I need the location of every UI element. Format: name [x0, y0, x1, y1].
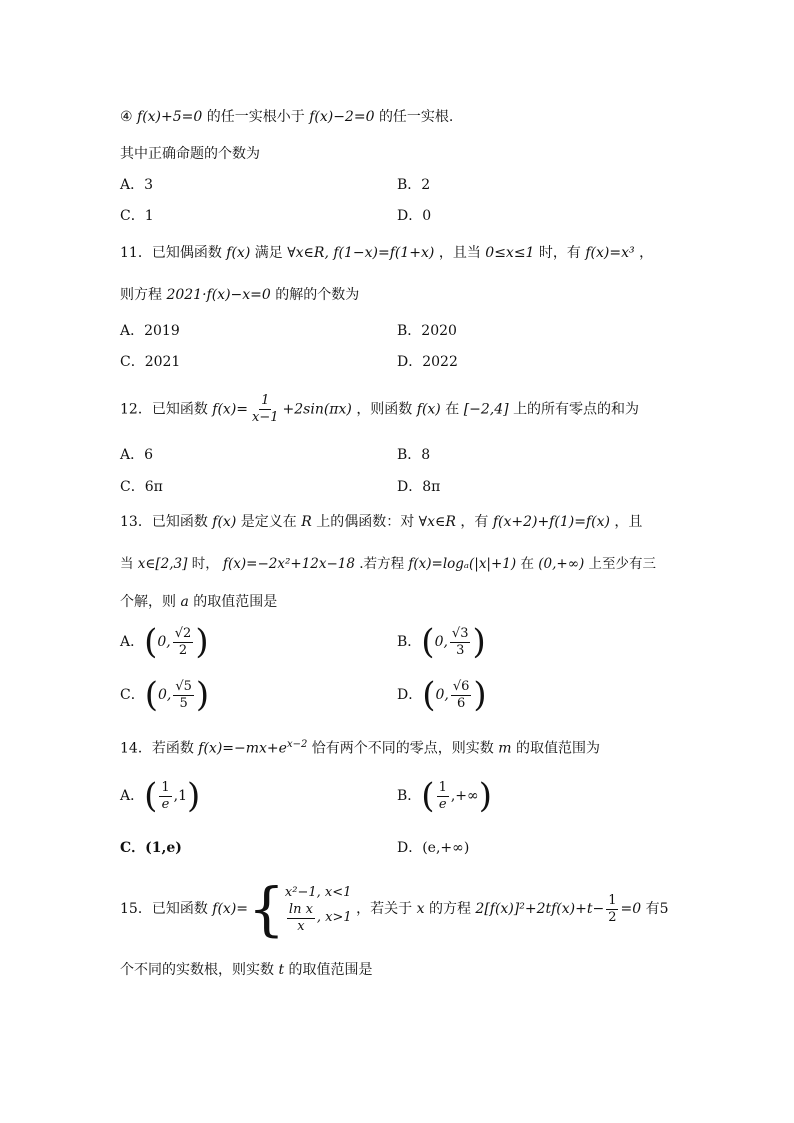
text: ，且	[614, 514, 643, 530]
fraction-den: e	[161, 796, 170, 812]
text: ，则函数	[356, 401, 413, 418]
text: 的取值范围是	[288, 962, 373, 978]
math-expr: f(x)−2=0	[309, 109, 375, 125]
math-expr: 2021·f(x)−x=0	[166, 287, 271, 303]
text: 时，有	[538, 245, 581, 261]
q10-item4	[120, 106, 453, 128]
q11-option-c[interactable]: C．2021	[120, 354, 181, 370]
q10-option-a[interactable]: A．3	[120, 177, 154, 193]
close-paren: )	[472, 622, 486, 662]
math-expr: 0,	[434, 634, 448, 650]
text: 个解，则	[120, 594, 176, 610]
math-expr: ∀x∈R, f(1−x)=f(1+x)	[287, 245, 435, 261]
open-paren: (	[421, 622, 435, 662]
text: ，	[639, 245, 654, 261]
text: ，且当	[438, 245, 481, 261]
fraction-den: 3	[456, 642, 465, 658]
fraction-den: 6	[457, 695, 466, 711]
math-expr: f(x)=	[212, 401, 249, 418]
fraction-num: 1	[261, 393, 270, 408]
fraction-num: √2	[174, 625, 192, 641]
math-expr: 0,	[157, 634, 171, 650]
text: 的任一实根.	[378, 109, 454, 125]
q11-option-a[interactable]: A．2019	[120, 323, 180, 339]
q10-option-d[interactable]: D．0	[397, 208, 432, 224]
q15-line1	[120, 874, 669, 944]
text: 的解的个数为	[275, 287, 360, 303]
option-label: A．	[120, 788, 145, 804]
math-expr: f(x)	[416, 401, 441, 418]
close-paren: )	[195, 675, 210, 715]
option-label: A．	[120, 634, 145, 650]
text: 的任一实根小于	[206, 109, 305, 125]
math-expr: x	[416, 901, 425, 917]
math-expr: a	[180, 594, 189, 610]
fraction-den: 2	[178, 642, 188, 658]
q10-option-b[interactable]: B．2	[397, 177, 431, 193]
q13-option-b[interactable]	[397, 622, 486, 662]
text: 的方程	[428, 901, 471, 917]
q15-line2	[120, 959, 373, 981]
close-paren: )	[473, 675, 487, 715]
math-expr: , x>1	[316, 910, 352, 925]
text: ，有	[460, 514, 489, 530]
fraction-num: ln x	[288, 901, 313, 917]
q11-line2	[120, 284, 359, 306]
fraction-den: x−1	[252, 410, 279, 425]
text: 当	[120, 556, 134, 572]
q13-line3	[120, 591, 277, 613]
question-number: 14．若函数	[120, 740, 194, 757]
math-expr: =0	[620, 901, 642, 917]
open-paren: (	[422, 675, 436, 715]
fraction-num: √3	[451, 625, 469, 641]
q11-option-b[interactable]: B．2020	[397, 323, 457, 339]
option-label: B．	[397, 788, 422, 804]
math-expr: ,1	[173, 788, 188, 804]
q13-option-c[interactable]	[120, 675, 209, 715]
fraction	[250, 393, 281, 426]
question-number: 13．已知函数	[120, 514, 208, 530]
math-expr: 0,	[157, 687, 172, 703]
text: 上的所有零点的和为	[513, 401, 640, 418]
fraction	[173, 626, 194, 659]
math-expr: f(x)=x³	[585, 245, 635, 261]
math-expr: f(x)	[226, 245, 251, 261]
math-expr: (0,+∞)	[538, 556, 585, 572]
math-expr: ∀x∈R	[418, 514, 456, 530]
option-label: D．	[397, 687, 423, 703]
q14-line	[120, 734, 600, 760]
q12-option-a[interactable]: A．6	[120, 447, 154, 463]
question-number: 12．已知函数	[120, 401, 208, 418]
math-expr: 0≤x≤1	[485, 245, 535, 261]
text: 满足	[254, 245, 283, 261]
fraction-den: 2	[608, 909, 617, 925]
fraction-num: 1	[608, 892, 617, 908]
math-expr: f(x)+5=0	[137, 109, 203, 125]
circled-marker: ④	[120, 109, 133, 125]
q14-option-d[interactable]: D．(e,+∞)	[397, 840, 470, 856]
math-expr: f(x)=−2x²+12x−18	[223, 556, 355, 572]
text: ，若关于	[356, 901, 413, 917]
q10-prompt: 其中正确命题的个数为	[120, 146, 260, 162]
fraction	[606, 893, 618, 926]
text: 在	[445, 401, 460, 418]
text: 时，	[191, 556, 219, 572]
math-expr: t	[278, 962, 285, 978]
q14-option-a[interactable]	[120, 776, 200, 816]
left-brace: {	[248, 875, 285, 943]
q12-option-b[interactable]: B．8	[397, 447, 431, 463]
math-expr: 2[f(x)]²+2tf(x)+t−	[475, 901, 605, 917]
question-number: 15．已知函数	[120, 901, 208, 917]
text: 的取值范围是	[193, 594, 278, 610]
fraction	[159, 780, 171, 813]
math-expr: ,+∞	[450, 788, 479, 804]
close-paren: )	[187, 776, 201, 816]
piecewise-cases	[285, 884, 352, 935]
case-2	[285, 902, 352, 935]
fraction-den: 5	[179, 695, 188, 711]
close-paren: )	[478, 776, 492, 816]
q10-option-c[interactable]: C．1	[120, 208, 154, 224]
open-paren: (	[421, 776, 435, 816]
q14-option-c[interactable]: C．(1,e)	[120, 840, 182, 856]
q11-line1	[120, 242, 653, 264]
q12-option-c[interactable]: C．6π	[120, 479, 163, 495]
text: 个不同的实数根，则实数	[120, 962, 274, 978]
exponent: x−2	[286, 739, 308, 750]
option-label: B．	[397, 634, 422, 650]
text: 则方程	[120, 287, 162, 303]
fraction-num: 1	[438, 779, 447, 795]
text: 在	[520, 556, 534, 572]
fraction-den: e	[438, 796, 447, 812]
case-1: x²−1, x<1	[284, 884, 352, 900]
math-expr: [−2,4]	[463, 401, 509, 418]
q12-option-d[interactable]: D．8π	[397, 479, 441, 495]
text: 有5	[645, 901, 669, 917]
text: 的取值范围为	[515, 740, 600, 757]
q13-line1	[120, 511, 642, 533]
text: .若方程	[359, 556, 405, 572]
math-expr: f(x)=	[212, 901, 249, 917]
question-number: 11．已知偶函数	[120, 245, 222, 261]
math-expr: f(x)	[212, 514, 237, 530]
fraction	[287, 902, 315, 935]
fraction-den: x	[297, 918, 305, 934]
math-expr: 0,	[435, 687, 449, 703]
q12-line	[120, 393, 639, 426]
open-paren: (	[144, 622, 158, 662]
option-label: C．	[120, 687, 145, 703]
q13-option-a[interactable]	[120, 622, 209, 662]
math-expr: x∈[2,3]	[137, 556, 188, 572]
math-expr: +2sin(πx)	[282, 401, 352, 418]
fraction	[437, 780, 449, 813]
fraction	[173, 679, 194, 712]
text: 恰有两个不同的零点，则实数	[311, 740, 494, 757]
math-expr: f(x+2)+f(1)=f(x)	[492, 514, 610, 530]
text: 是定义在	[240, 514, 297, 530]
math-expr: f(x)=logₐ(|x|+1)	[408, 556, 517, 572]
q11-option-d[interactable]: D．2022	[397, 354, 458, 370]
text: 上至少有三	[588, 556, 657, 572]
fraction	[451, 679, 472, 712]
open-paren: (	[144, 675, 158, 715]
q13-option-d[interactable]	[397, 675, 487, 715]
math-expr: m	[498, 740, 512, 757]
fraction-num: √5	[175, 678, 192, 694]
q13-line2	[120, 553, 656, 575]
fraction	[450, 626, 471, 659]
fraction-num: 1	[161, 779, 170, 795]
close-paren: )	[195, 622, 209, 662]
math-expr: f(x)=−mx+e	[198, 740, 287, 757]
open-paren: (	[144, 776, 158, 816]
math-expr: R	[301, 514, 312, 530]
fraction-num: √6	[452, 678, 470, 694]
q14-option-b[interactable]	[397, 776, 492, 816]
text: 上的偶函数：对	[316, 514, 415, 530]
